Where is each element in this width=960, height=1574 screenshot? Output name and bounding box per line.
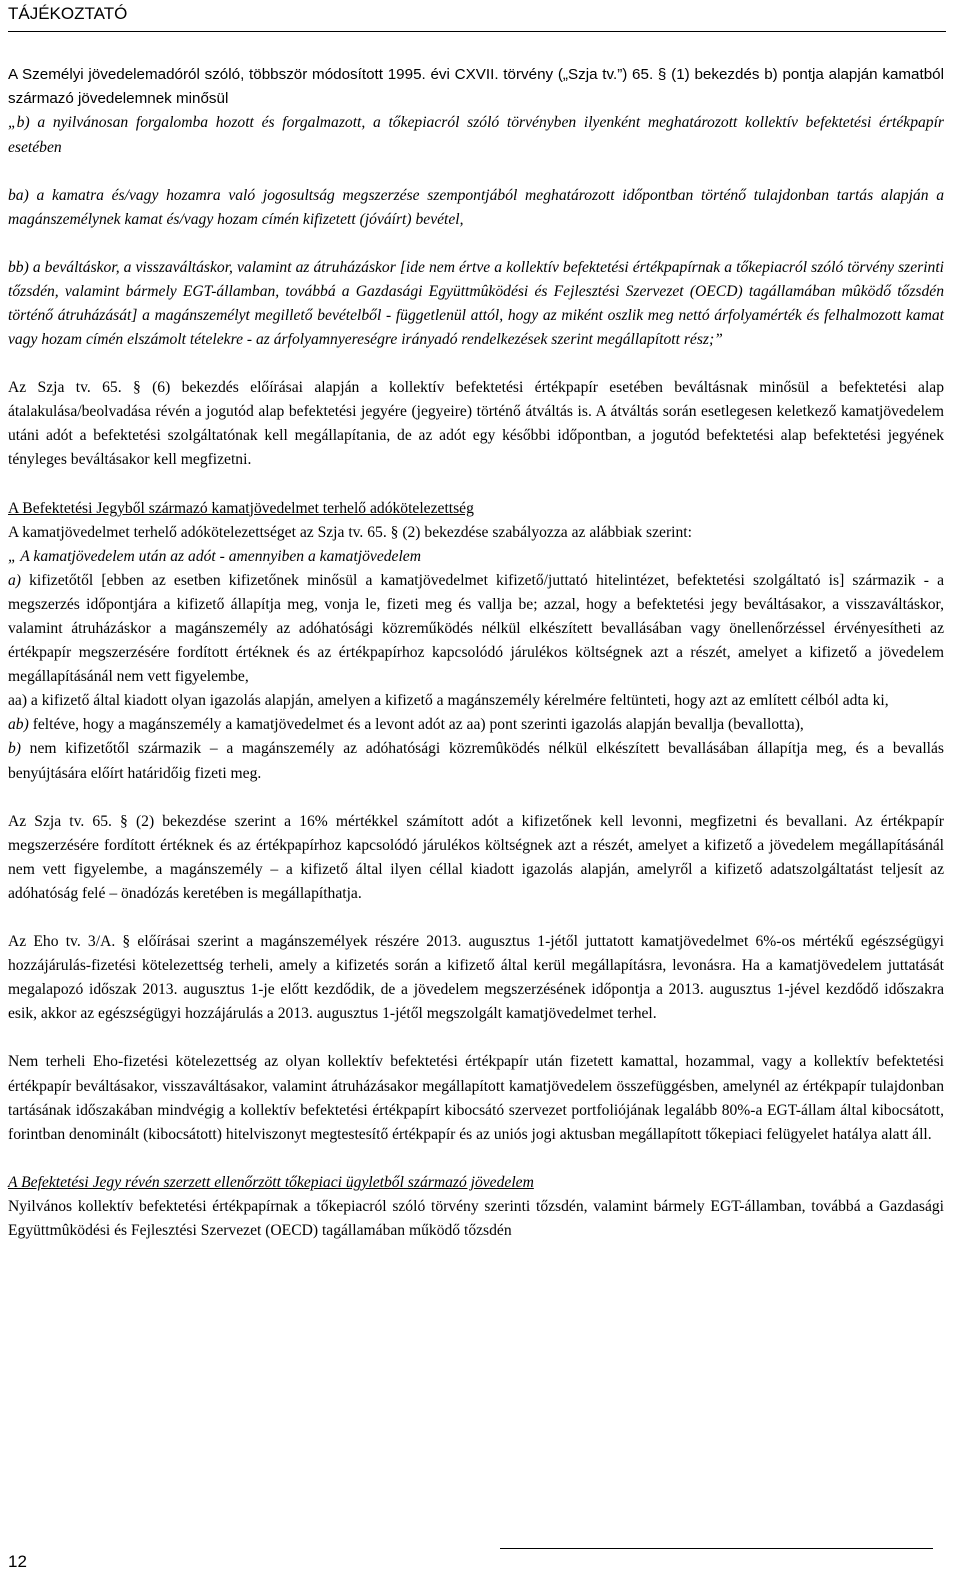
paragraph-65-2: Az Szja tv. 65. § (2) bekezdése szerint a 16% mértékkel számított adót a kifizetőnek kell levonni, megfizetni és bevallani. Az értékpapír megszerzésére fordított értéknek és az értékpapírhoz kapcsolódó járulékos költségnek azt a részét, amelyet a kifizető a jövedelem megállapításánál nem vett figyelembe, a magánszemély – a kifizető által ilyen céllal kiadott igazolás alapján, amelyről a kifizető adatszolgáltatást teljesít az adóhatóság felé – önadózás keretében is megállapíthatja. [8, 812, 944, 902]
point-a-label: a) [8, 571, 21, 589]
header-title: TÁJÉKOZTATÓ [8, 4, 128, 23]
intro-point-ba: ba) a kamatra és/vagy hozamra való jogosultság megszerzése szempontjából meghatározott időpontban történő tulajdonban tartás alapján a magánszemélynek kamat és/vagy hozam címén kifizetett (jóváírt) bevétel, [8, 186, 944, 228]
footer-divider [500, 1548, 933, 1549]
page-number: 12 [8, 1552, 27, 1571]
point-b [8, 737, 944, 785]
intro-paragraph: A Személyi jövedelemadóról szóló, többször módosított 1995. évi CXVII. törvény („Szja tv.”) 65. § (1) bekezdés b) pontja alapján kamatból származó jövedelemnek minősül [8, 66, 944, 108]
document-header [8, 4, 946, 32]
point-a-text: kifizetőtől [ebben az esetben kifizetőnek minősül a kamatjövedelmet kifizető/juttató hitelintézet, befektetési szolgáltató is] származik - a megszerzés időpontjára a kifizető állapítja meg, vonja le, fizeti meg és vallja be; azzal, hogy a befektetési jegy beváltásakor, a visszaváltáskor, valamint átruházáskor a magánszemély az adóhatósági közreműködés nélkül elkészített bevallásában vagy önellenőrzéssel érvényesítheti az értékpapír megszerzésére fordított értéknek és az értékpapírhoz kapcsolódó járulékos költségnek azt a részét, amelyet a kifizető a jövedelem megállapításánál nem vett figyelembe, [8, 571, 944, 686]
point-b-label: b) [8, 740, 21, 758]
document-body [8, 63, 944, 1243]
section-heading-controlled-market: A Befektetési Jegy révén szerzett ellenőrzött tőkepiaci ügyletből származó jövedelem [8, 1173, 534, 1191]
intro-point-bb: bb) a beváltáskor, a visszaváltáskor, valamint az átruházáskor [ide nem értve a kollektív befektetési értékpapírnak a tőkepiacról szóló törvény szerinti tőzsdén, valamint bármely EGT-államban, továbbá a Gazdasági Együttmûködési és Fejlesztési Szervezet (OECD) tagállamában mûködő tőzsdén történő átruházását] a magánszemélyt megillető bevételből - függetlenül attól, hogy az miként oszlik meg nettó árfolyamérték és felhalmozott kamat vagy hozam címén elszámolt tételekre - az árfolyamnyereségre irányadó rendelkezések szerint megállapított rész;” [8, 258, 944, 349]
point-a [8, 569, 944, 689]
tax-obligation-lead: A kamatjövedelmet terhelő adókötelezettséget az Szja tv. 65. § (2) bekezdése szabályozza az alábbiak szerint: [8, 523, 692, 541]
paragraph-eho: Az Eho tv. 3/A. § előírásai szerint a magánszemélyek részére 2013. augusztus 1-jétől juttatott kamatjövedelmet 6%-os mértékű egészségügyi hozzájárulás-fizetési kötelezettség terheli, amely a kifizetés során a kifizető által kerül megállapításra, levonásra. Ha a kamatjövedelem juttatását megalapozó időszak 2013. augusztus 1-je előtt kezdődik, de a jövedelem megszerzésének időpontja a 2013. augusztus 1-jével kezdődő időszakra esik, akkor az egészségügyi hozzájárulás a 2013. augusztus 1-jétől megszolgált kamatjövedelmet terhel. [8, 933, 944, 1023]
point-ab-label: ab) [8, 716, 29, 734]
point-ab-text: feltéve, hogy a magánszemély a kamatjövedelmet és a levont adót az aa) pont szerinti igazolás alapján bevallja (bevallotta), [28, 716, 804, 734]
point-b-text: nem kifizetőtől származik – a magánszemély az adóhatósági közremûködés nélkül elkészített bevallásában állapítja meg, és a bevallás benyújtására előírt határidőig fizeti meg. [8, 740, 944, 782]
point-ab [8, 713, 944, 737]
paragraph-eho-exemption: Nem terheli Eho-fizetési kötelezettség az olyan kollektív befektetési értékpapír után fizetett kamattal, hozammal, vagy a kollektív befektetési értékpapír beváltásakor, visszaváltásakor, valamint átruházásakor megállapított kamatjövedelem összefüggésben, amelynél az értékpapír tulajdonban tartásának időszakában mindvégig a kollektív befektetési értékpapírt kibocsátó szervezet portfoliójának legalább 80%-a EGT-állam által kibocsátott, forintban denominált (kibocsátott) hitelviszonyt megtestesítő értékpapír és az uniós jogi aktusban megállapított tőkepiaci felügyelet hatálya alatt áll. [8, 1053, 944, 1143]
paragraph-controlled-market: Nyilvános kollektív befektetési értékpapírnak a tőkepiacról szóló törvény szerinti tőzsdén, valamint bármely EGT-államban, továbbá a Gazdasági Együttmûködési és Fejlesztési Szervezet (OECD) tagállamában működő tőzsdén [8, 1197, 944, 1239]
intro-point-b: „b) a nyilvánosan forgalomba hozott és forgalmazott, a tőkepiacról szóló törvényben ilyenként meghatározott kollektív befektetési értékpapír esetében [8, 114, 944, 156]
section-heading-tax-obligation: A Befektetési Jegyből származó kamatjövedelmet terhelő adókötelezettség [8, 499, 474, 517]
point-aa: aa) a kifizető által kiadott olyan igazolás alapján, amelyen a kifizető a magánszemély kérelmére feltünteti, hogy azt az említett célból adta ki, [8, 692, 889, 710]
tax-obligation-quote: „ A kamatjövedelem után az adót - amennyiben a kamatjövedelem [8, 547, 421, 565]
paragraph-65-6: Az Szja tv. 65. § (6) bekezdés előírásai alapján a kollektív befektetési értékpapír esetében beváltásnak minősül a befektetési alap átalakulása/beolvadása révén a jogutód alap befektetési jegyére (jegyeire) történő átváltás is. A átváltás során esetlegesen keletkező kamatjövedelem utáni adót a befektetési szolgáltatónak kell megállapítania, de az adót egy későbbi időpontban, a jogutód befektetési alap befektetési jegyének tényleges beváltásakor kell megfizetni. [8, 379, 944, 469]
